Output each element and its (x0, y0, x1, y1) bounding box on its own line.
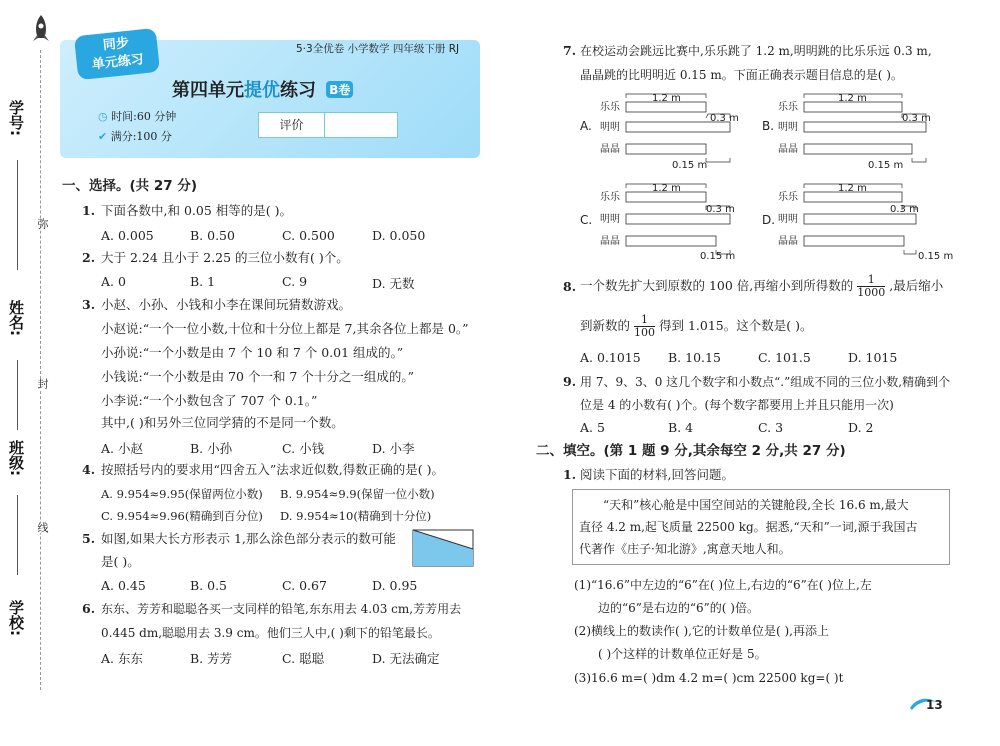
q3-number: 3. (82, 297, 96, 312)
q8-fraction-1: $\frac{1}{1000}$ (857, 273, 886, 299)
q7-line1: 在校运动会跳远比赛中,乐乐跳了 1.2 m,明明跳的比乐乐远 0.3 m, (580, 44, 932, 58)
q2-option-d[interactable]: D. 无数 (372, 276, 415, 291)
q7-b-name-mingming: 明明 (778, 122, 798, 133)
q3-option-a[interactable]: A. 小赵 (101, 441, 143, 456)
q8-option-b[interactable]: B. 10.15 (668, 350, 721, 365)
q2-text: 大于 2.24 且小于 2.25 的三位小数有( )个。 (101, 250, 349, 265)
eval-box: 评价 (258, 112, 398, 138)
s2-q1-number: 1. (563, 467, 577, 482)
q9-line1: 用 7、9、3、0 这几个数字和小数点“.”组成不同的三位小数,精确到个 (580, 375, 951, 389)
q3-option-b[interactable]: B. 小孙 (190, 441, 233, 456)
q4-text: 按照括号内的要求用“四舍五入”法求近似数,得数正确的是( )。 (101, 462, 444, 477)
q7-b-label-015: 0.15 m (868, 160, 904, 171)
s2-q1-sub1-line1: (1)“16.6”中左边的“6”在( )位上,右边的“6”在( )位上,左 (574, 578, 872, 592)
q7-d-label-015: 0.15 m (918, 251, 954, 260)
q6-option-b[interactable]: B. 芳芳 (190, 651, 233, 666)
q3-option-d[interactable]: D. 小李 (372, 441, 415, 456)
q1-option-b[interactable]: B. 0.50 (190, 228, 235, 243)
q7-a-name-jingjing: 晶晶 (600, 144, 620, 155)
q7-diagram-a[interactable] (580, 93, 739, 171)
student-id-line[interactable] (17, 160, 18, 270)
q2-option-a[interactable]: A. 0 (101, 274, 126, 289)
q7-b-bar-jingjing (804, 144, 912, 154)
q3-line1: 小赵说:“一个一位小数,十位和十分位上都是 7,其余各位上都是 0。” (101, 321, 469, 336)
q7-c-label-12: 1.2 m (652, 183, 681, 194)
q5-number: 5. (82, 531, 96, 546)
q6-option-a[interactable]: A. 东东 (101, 651, 143, 666)
section1-heading: 一、选择。(共 27 分) (62, 178, 198, 194)
q1-text: 下面各数中,和 0.05 相等的是( )。 (101, 203, 292, 218)
q7-c-label-03: 0.3 m (706, 204, 735, 215)
q7-d-label-12: 1.2 m (838, 183, 867, 194)
q7-number: 7. (563, 43, 577, 58)
name-label: 姓名: (7, 300, 25, 336)
q7-a-letter: A. (580, 119, 592, 133)
q2-number: 2. (82, 250, 96, 265)
book-info: 5·3全优卷 小学数学 四年级下册 RJ (296, 43, 460, 55)
q7-c-name-jingjing: 晶晶 (600, 236, 620, 247)
student-id-label: 学号: (7, 100, 25, 136)
q5-text: 如图,如果大长方形表示 1,那么涂色部分表示的数可能 (101, 531, 396, 546)
q8-line1: 一个数先扩大到原数的 100 倍,再缩小到所得数的 $\frac{1}{1000}$ ,最后缩小 (580, 273, 944, 299)
q1-number: 1. (82, 203, 96, 218)
q7-c-name-lele: 乐乐 (600, 192, 620, 203)
q8-option-a[interactable]: A. 0.1015 (580, 350, 641, 365)
header-badge: 同步 单元练习 (74, 28, 160, 80)
q7-a-label-12: 1.2 m (652, 93, 681, 104)
q7-diagram-b[interactable] (762, 93, 931, 171)
q8-fraction-2: $\frac{1}{100}$ (634, 313, 655, 339)
q7-a-label-03: 0.3 m (710, 113, 739, 124)
q8-option-c[interactable]: C. 101.5 (758, 350, 811, 365)
q5-option-d[interactable]: D. 0.95 (372, 578, 418, 593)
s2-q1-sub2-line2: ( )个这样的计数单位正好是 5。 (598, 647, 767, 661)
q4-option-a[interactable]: A. 9.954≈9.95(保留两位小数) (101, 487, 263, 501)
q9-option-d[interactable]: D. 2 (848, 420, 874, 435)
q7-c-label-015: 0.15 m (700, 251, 736, 260)
clock-icon: ◷ (98, 110, 108, 123)
q6-number: 6. (82, 601, 96, 616)
q4-number: 4. (82, 462, 96, 477)
q7-a-name-lele: 乐乐 (600, 102, 620, 113)
eval-input[interactable] (325, 113, 397, 137)
q8-line2: 到新数的 $\frac{1}{100}$ 得到 1.015。这个数是( )。 (580, 313, 813, 339)
q7-d-name-mingming: 明明 (778, 214, 798, 225)
q2-option-b[interactable]: B. 1 (190, 274, 216, 289)
score-info: ✔ 满分:100 分 (98, 130, 172, 143)
q7-c-letter: C. (580, 213, 593, 227)
q7-d-bar-mingming (804, 214, 916, 224)
q5-text2: 是( )。 (101, 554, 140, 569)
q7-c-bar-mingming (626, 214, 730, 224)
binding-line (40, 50, 41, 690)
reading-passage: “天和”核心舱是中国空间站的关键舱段,全长 16.6 m,最大 直径 4.2 m,起飞质量 22500 kg。据悉,“天和”一词,源于我国古 代著作《庄子·知北游》,寓意天地人和。 (572, 489, 950, 565)
q7-line2: 晶晶跳的比明明近 0.15 m。下面正确表示题目信息的是( )。 (580, 68, 903, 82)
q7-d-label-03: 0.3 m (890, 204, 919, 215)
s2-q1-sub2-line1: (2)横线上的数读作( ),它的计数单位是( ),再添上 (574, 624, 829, 638)
q7-diagram-d[interactable] (762, 183, 953, 260)
q6-text: 东东、芳芳和聪聪各买一支同样的铅笔,东东用去 4.03 cm,芳芳用去 (101, 602, 462, 616)
rocket-icon (30, 14, 52, 46)
q4-option-c[interactable]: C. 9.954≈9.96(精确到百分位) (101, 509, 263, 523)
level-badge: B卷 (326, 81, 353, 98)
q7-b-label-03: 0.3 m (902, 113, 931, 124)
q7-a-bar-jingjing (626, 144, 706, 154)
name-line[interactable] (17, 360, 18, 430)
q3-option-c[interactable]: C. 小钱 (282, 441, 325, 456)
school-label: 学校: (7, 600, 25, 636)
q7-b-name-lele: 乐乐 (778, 102, 798, 113)
class-line[interactable] (17, 495, 18, 575)
page-number: 13 (926, 698, 943, 712)
q1-option-a[interactable]: A. 0.005 (101, 228, 154, 243)
q1-option-d[interactable]: D. 0.050 (372, 228, 426, 243)
q5-option-a[interactable]: A. 0.45 (101, 578, 146, 593)
q4-option-d[interactable]: D. 9.954≈10(精确到十分位) (280, 509, 432, 523)
q5-option-b[interactable]: B. 0.5 (190, 578, 228, 593)
q8-number: 8. (563, 279, 577, 294)
seal-mi: 弥 (36, 218, 49, 229)
q3-line3: 小钱说:“一个小数是由 70 个一和 7 个十分之一组成的。” (101, 369, 414, 384)
q6-option-c[interactable]: C. 聪聪 (282, 651, 325, 666)
q7-a-name-mingming: 明明 (600, 122, 620, 133)
q7-b-letter: B. (762, 119, 775, 133)
q7-b-name-jingjing: 晶晶 (778, 144, 798, 155)
time-info: ◷ 时间:60 分钟 (98, 110, 177, 123)
q8-option-d[interactable]: D. 1015 (848, 350, 898, 365)
s2-q1-text: 阅读下面的材料,回答问题。 (580, 467, 734, 482)
q7-d-name-jingjing: 晶晶 (778, 236, 798, 247)
check-icon: ✔ (98, 130, 108, 143)
q1-option-c[interactable]: C. 0.500 (282, 228, 335, 243)
q3-line4: 小李说:“一个小数包含了 707 个 0.1。” (101, 393, 318, 408)
q7-diagram-c[interactable] (580, 183, 735, 260)
q7-a-label-015: 0.15 m (672, 160, 708, 171)
q9-option-b[interactable]: B. 4 (668, 420, 694, 435)
q3-line5: 其中,( )和另外三位同学猜的不是同一个数。 (101, 415, 344, 430)
q7-d-bar-jingjing (804, 236, 904, 246)
q9-option-a[interactable]: A. 5 (580, 420, 605, 435)
q3-text: 小赵、小孙、小钱和小李在课间玩猜数游戏。 (101, 297, 352, 312)
q6-option-d[interactable]: D. 无法确定 (372, 651, 440, 666)
q5-rectangle-figure (412, 529, 474, 567)
seal-feng: 封 (36, 378, 49, 389)
q2-option-c[interactable]: C. 9 (282, 274, 308, 289)
section2-heading: 二、填空。(第 1 题 9 分,其余每空 2 分,共 27 分) (536, 443, 846, 459)
q7-c-bar-jingjing (626, 236, 716, 246)
q7-diagrams (572, 88, 972, 260)
page-title: 第四单元提优练习 B卷 (172, 76, 353, 102)
q3-line2: 小孙说:“一个小数是由 7 个 10 和 7 个 0.01 组成的。” (101, 345, 404, 360)
q9-option-c[interactable]: C. 3 (758, 420, 784, 435)
q4-option-b[interactable]: B. 9.954≈9.9(保留一位小数) (280, 487, 435, 501)
s2-q1-sub3: (3)16.6 m=( )dm 4.2 m=( )cm 22500 kg=( )t (574, 671, 844, 685)
q7-d-name-lele: 乐乐 (778, 192, 798, 203)
q9-line2: 位是 4 的小数有( )个。(每个数字都要用上并且只能用一次) (580, 398, 894, 412)
q7-d-letter: D. (762, 213, 776, 227)
q7-b-label-12: 1.2 m (838, 93, 867, 104)
q5-option-c[interactable]: C. 0.67 (282, 578, 327, 593)
q7-c-name-mingming: 明明 (600, 214, 620, 225)
q6-line2: 0.445 dm,聪聪用去 3.9 cm。他们三人中,( )剩下的铅笔最长。 (101, 626, 440, 640)
class-label: 班级: (7, 440, 25, 476)
q9-number: 9. (563, 374, 577, 389)
s2-q1-sub1-line2: 边的“6”是右边的“6”的( )倍。 (598, 601, 759, 615)
seal-xian: 线 (36, 522, 49, 533)
